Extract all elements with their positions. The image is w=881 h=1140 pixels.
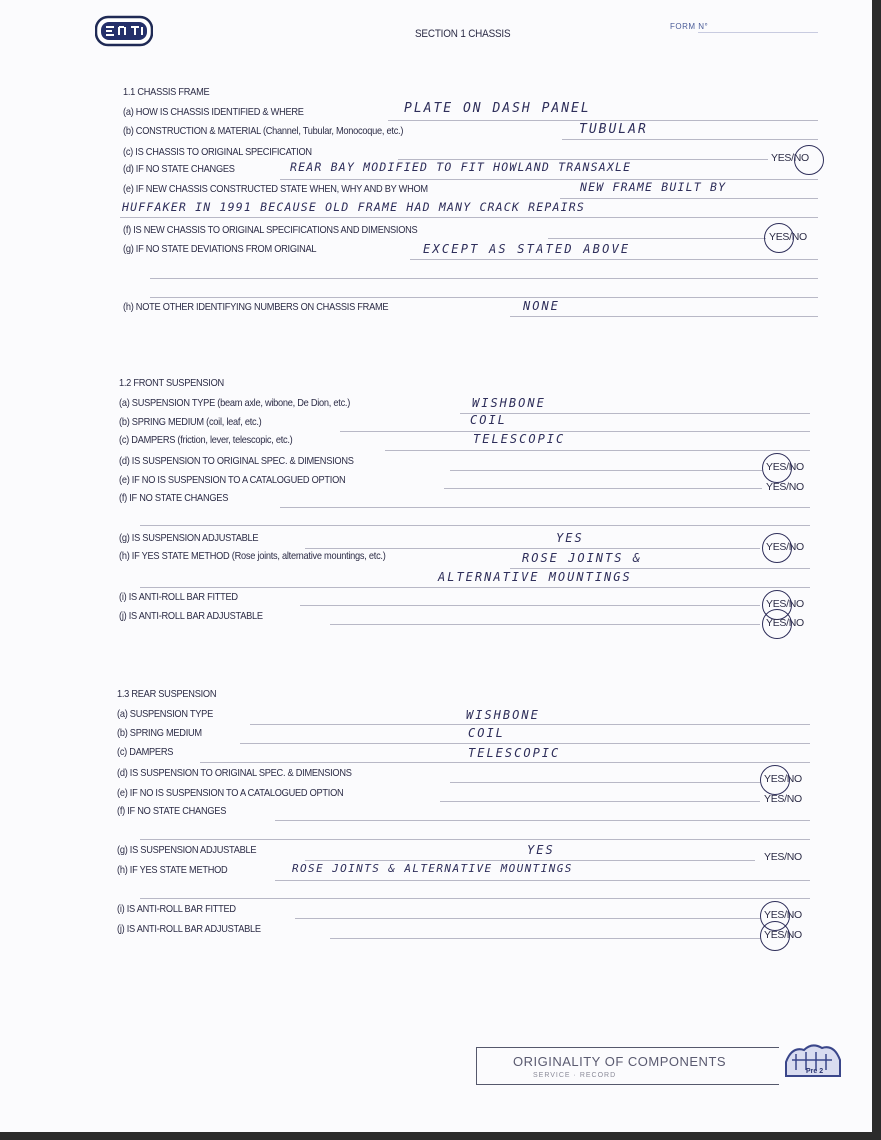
s3-f-line-1 — [275, 820, 810, 821]
s1-a-label: (a) HOW IS CHASSIS IDENTIFIED & WHERE — [123, 106, 304, 118]
form-number-label: FORM N° — [670, 22, 709, 31]
s2-g-yesno[interactable]: YES/NO — [766, 541, 804, 553]
stamp-subtitle: SERVICE · RECORD — [533, 1072, 617, 1079]
s1-g-line-2 — [150, 278, 818, 279]
s1-h-answer[interactable]: NONE — [523, 299, 560, 313]
s1-e-answer-2[interactable]: HUFFAKER IN 1991 BECAUSE OLD FRAME HAD MANY CRACK REPAIRS — [122, 200, 586, 214]
s3-j-line — [330, 938, 760, 939]
s1-f-label: (f) IS NEW CHASSIS TO ORIGINAL SPECIFICATIONS AND DIMENSIONS — [123, 224, 418, 236]
s1-a-line — [388, 120, 818, 121]
s3-i-label: (i) IS ANTI-ROLL BAR FITTED — [117, 903, 236, 915]
s2-i-line — [300, 605, 760, 606]
club-logo — [95, 14, 153, 48]
s2-j-line — [330, 624, 760, 625]
s3-d-yesno[interactable]: YES/NO — [764, 773, 802, 785]
s2-g-yes-circle — [762, 533, 792, 563]
s3-j-label: (j) IS ANTI-ROLL BAR ADJUSTABLE — [117, 923, 261, 935]
s1-f-yesno[interactable]: YES/NO — [769, 231, 807, 243]
s3-e-yesno[interactable]: YES/NO — [764, 793, 802, 805]
s2-b-label: (b) SPRING MEDIUM (coil, leaf, etc.) — [119, 416, 262, 428]
s2-j-yesno[interactable]: YES/NO — [766, 617, 804, 629]
s1-g-line-1 — [410, 259, 818, 260]
s2-j-label: (j) IS ANTI-ROLL BAR ADJUSTABLE — [119, 610, 263, 622]
s2-b-line — [340, 431, 810, 432]
s1-e-line-2 — [120, 217, 818, 218]
s2-g-label: (g) IS SUSPENSION ADJUSTABLE — [119, 532, 259, 544]
s3-a-label: (a) SUSPENSION TYPE — [117, 708, 213, 720]
s1-d-label: (d) IF NO STATE CHANGES — [123, 163, 235, 175]
s3-a-line — [250, 724, 810, 725]
s1-f-line — [548, 238, 766, 239]
s1-c-yesno[interactable]: YES/NO — [771, 152, 809, 164]
s3-d-label: (d) IS SUSPENSION TO ORIGINAL SPEC. & DIMENSIONS — [117, 767, 352, 779]
s3-d-yes-circle — [760, 765, 790, 795]
s3-g-line — [305, 860, 755, 861]
s2-h-line-1 — [510, 568, 810, 569]
s1-b-answer[interactable]: TUBULAR — [579, 122, 648, 137]
s1-a-answer[interactable]: PLATE ON DASH PANEL — [404, 101, 591, 116]
s2-g-answer[interactable]: YES — [556, 531, 584, 545]
s3-d-line — [450, 782, 760, 783]
s2-a-line — [460, 413, 810, 414]
s2-d-label: (d) IS SUSPENSION TO ORIGINAL SPEC. & DIMENSIONS — [119, 455, 354, 467]
s3-b-line — [240, 743, 810, 744]
s2-f-line-2 — [140, 525, 810, 526]
s2-j-yes-circle — [762, 609, 792, 639]
s1-f-yes-circle — [764, 223, 794, 253]
s1-g-answer[interactable]: EXCEPT AS STATED ABOVE — [423, 242, 631, 256]
s2-h-line-2 — [140, 587, 810, 588]
s3-c-line — [200, 762, 810, 763]
section-front-suspension-title: 1.2 FRONT SUSPENSION — [119, 377, 224, 389]
s1-d-answer[interactable]: REAR BAY MODIFIED TO FIT HOWLAND TRANSAXLE — [290, 160, 632, 174]
s2-e-yesno[interactable]: YES/NO — [766, 481, 804, 493]
s1-b-line — [562, 139, 818, 140]
s1-h-label: (h) NOTE OTHER IDENTIFYING NUMBERS ON CHASSIS FRAME — [123, 301, 389, 313]
s3-g-answer[interactable]: YES — [527, 843, 555, 857]
s2-d-yes-circle — [762, 453, 792, 483]
s2-a-answer[interactable]: WISHBONE — [472, 396, 546, 410]
s1-g-label: (g) IF NO STATE DEVIATIONS FROM ORIGINAL — [123, 243, 317, 255]
s2-e-label: (e) IF NO IS SUSPENSION TO A CATALOGUED OPTION — [119, 474, 346, 486]
s2-d-line — [450, 470, 762, 471]
originality-stamp — [476, 1047, 779, 1085]
s3-f-label: (f) IF NO STATE CHANGES — [117, 805, 227, 817]
s3-h-line-1 — [275, 880, 810, 881]
s3-g-label: (g) IS SUSPENSION ADJUSTABLE — [117, 844, 257, 856]
s1-e-label: (e) IF NEW CHASSIS CONSTRUCTED STATE WHEN, WHY AND BY WHOM — [123, 183, 428, 195]
s2-h-label: (h) IF YES STATE METHOD (Rose joints, alternative mountings, etc.) — [119, 550, 386, 562]
s3-e-label: (e) IF NO IS SUSPENSION TO A CATALOGUED OPTION — [117, 787, 344, 799]
s1-d-line — [280, 179, 818, 180]
s2-f-line-1 — [280, 507, 810, 508]
s1-c-label: (c) IS CHASSIS TO ORIGINAL SPECIFICATION — [123, 146, 312, 158]
s3-j-yes-circle — [760, 921, 790, 951]
footer-badge-text: Pre 2 — [806, 1068, 824, 1075]
form-number-field[interactable] — [698, 32, 818, 33]
s2-d-yesno[interactable]: YES/NO — [766, 461, 804, 473]
s3-i-yesno[interactable]: YES/NO — [764, 909, 802, 921]
section-title: SECTION 1 CHASSIS — [415, 28, 511, 40]
s1-h-line — [510, 316, 818, 317]
s3-c-label: (c) DAMPERS — [117, 746, 174, 758]
s1-b-label: (b) CONSTRUCTION & MATERIAL (Channel, Tubular, Monocoque, etc.) — [123, 125, 404, 137]
s2-i-yesno[interactable]: YES/NO — [766, 598, 804, 610]
s3-b-label: (b) SPRING MEDIUM — [117, 727, 202, 739]
s2-f-label: (f) IF NO STATE CHANGES — [119, 492, 229, 504]
s2-e-line — [444, 488, 762, 489]
s3-b-answer[interactable]: COIL — [468, 726, 505, 740]
s3-h-line-2 — [140, 898, 810, 899]
s2-h-answer-1[interactable]: ROSE JOINTS & — [522, 551, 642, 565]
section-chassis-frame-title: 1.1 CHASSIS FRAME — [123, 86, 210, 98]
s1-e-line-1 — [560, 198, 818, 199]
s1-g-line-3 — [150, 297, 818, 298]
s3-e-line — [440, 801, 760, 802]
s1-e-answer-1[interactable]: NEW FRAME BUILT BY — [580, 180, 727, 194]
section-rear-suspension-title: 1.3 REAR SUSPENSION — [117, 688, 217, 700]
footer-badge — [782, 1040, 844, 1080]
s3-h-answer[interactable]: ROSE JOINTS & ALTERNATIVE MOUNTINGS — [292, 862, 573, 875]
s3-j-yesno[interactable]: YES/NO — [764, 929, 802, 941]
s2-i-label: (i) IS ANTI-ROLL BAR FITTED — [119, 591, 238, 603]
s2-b-answer[interactable]: COIL — [470, 413, 507, 427]
s2-a-label: (a) SUSPENSION TYPE (beam axle, wibone, De Dion, etc.) — [119, 397, 351, 409]
s3-g-yesno[interactable]: YES/NO — [764, 851, 802, 863]
s2-c-answer[interactable]: TELESCOPIC — [473, 432, 566, 446]
s3-h-label: (h) IF YES STATE METHOD — [117, 864, 228, 876]
s3-f-line-2 — [140, 839, 810, 840]
s3-i-line — [295, 918, 760, 919]
s1-c-no-circle — [794, 145, 824, 175]
s2-c-label: (c) DAMPERS (friction, lever, telescopic, etc.) — [119, 434, 293, 446]
s2-h-answer-2[interactable]: ALTERNATIVE MOUNTINGS — [438, 570, 632, 584]
s2-g-line — [305, 548, 760, 549]
s3-c-answer[interactable]: TELESCOPIC — [468, 746, 561, 760]
s2-c-line — [385, 450, 810, 451]
s3-a-answer[interactable]: WISHBONE — [466, 708, 540, 722]
stamp-title: ORIGINALITY OF COMPONENTS — [513, 1054, 727, 1069]
